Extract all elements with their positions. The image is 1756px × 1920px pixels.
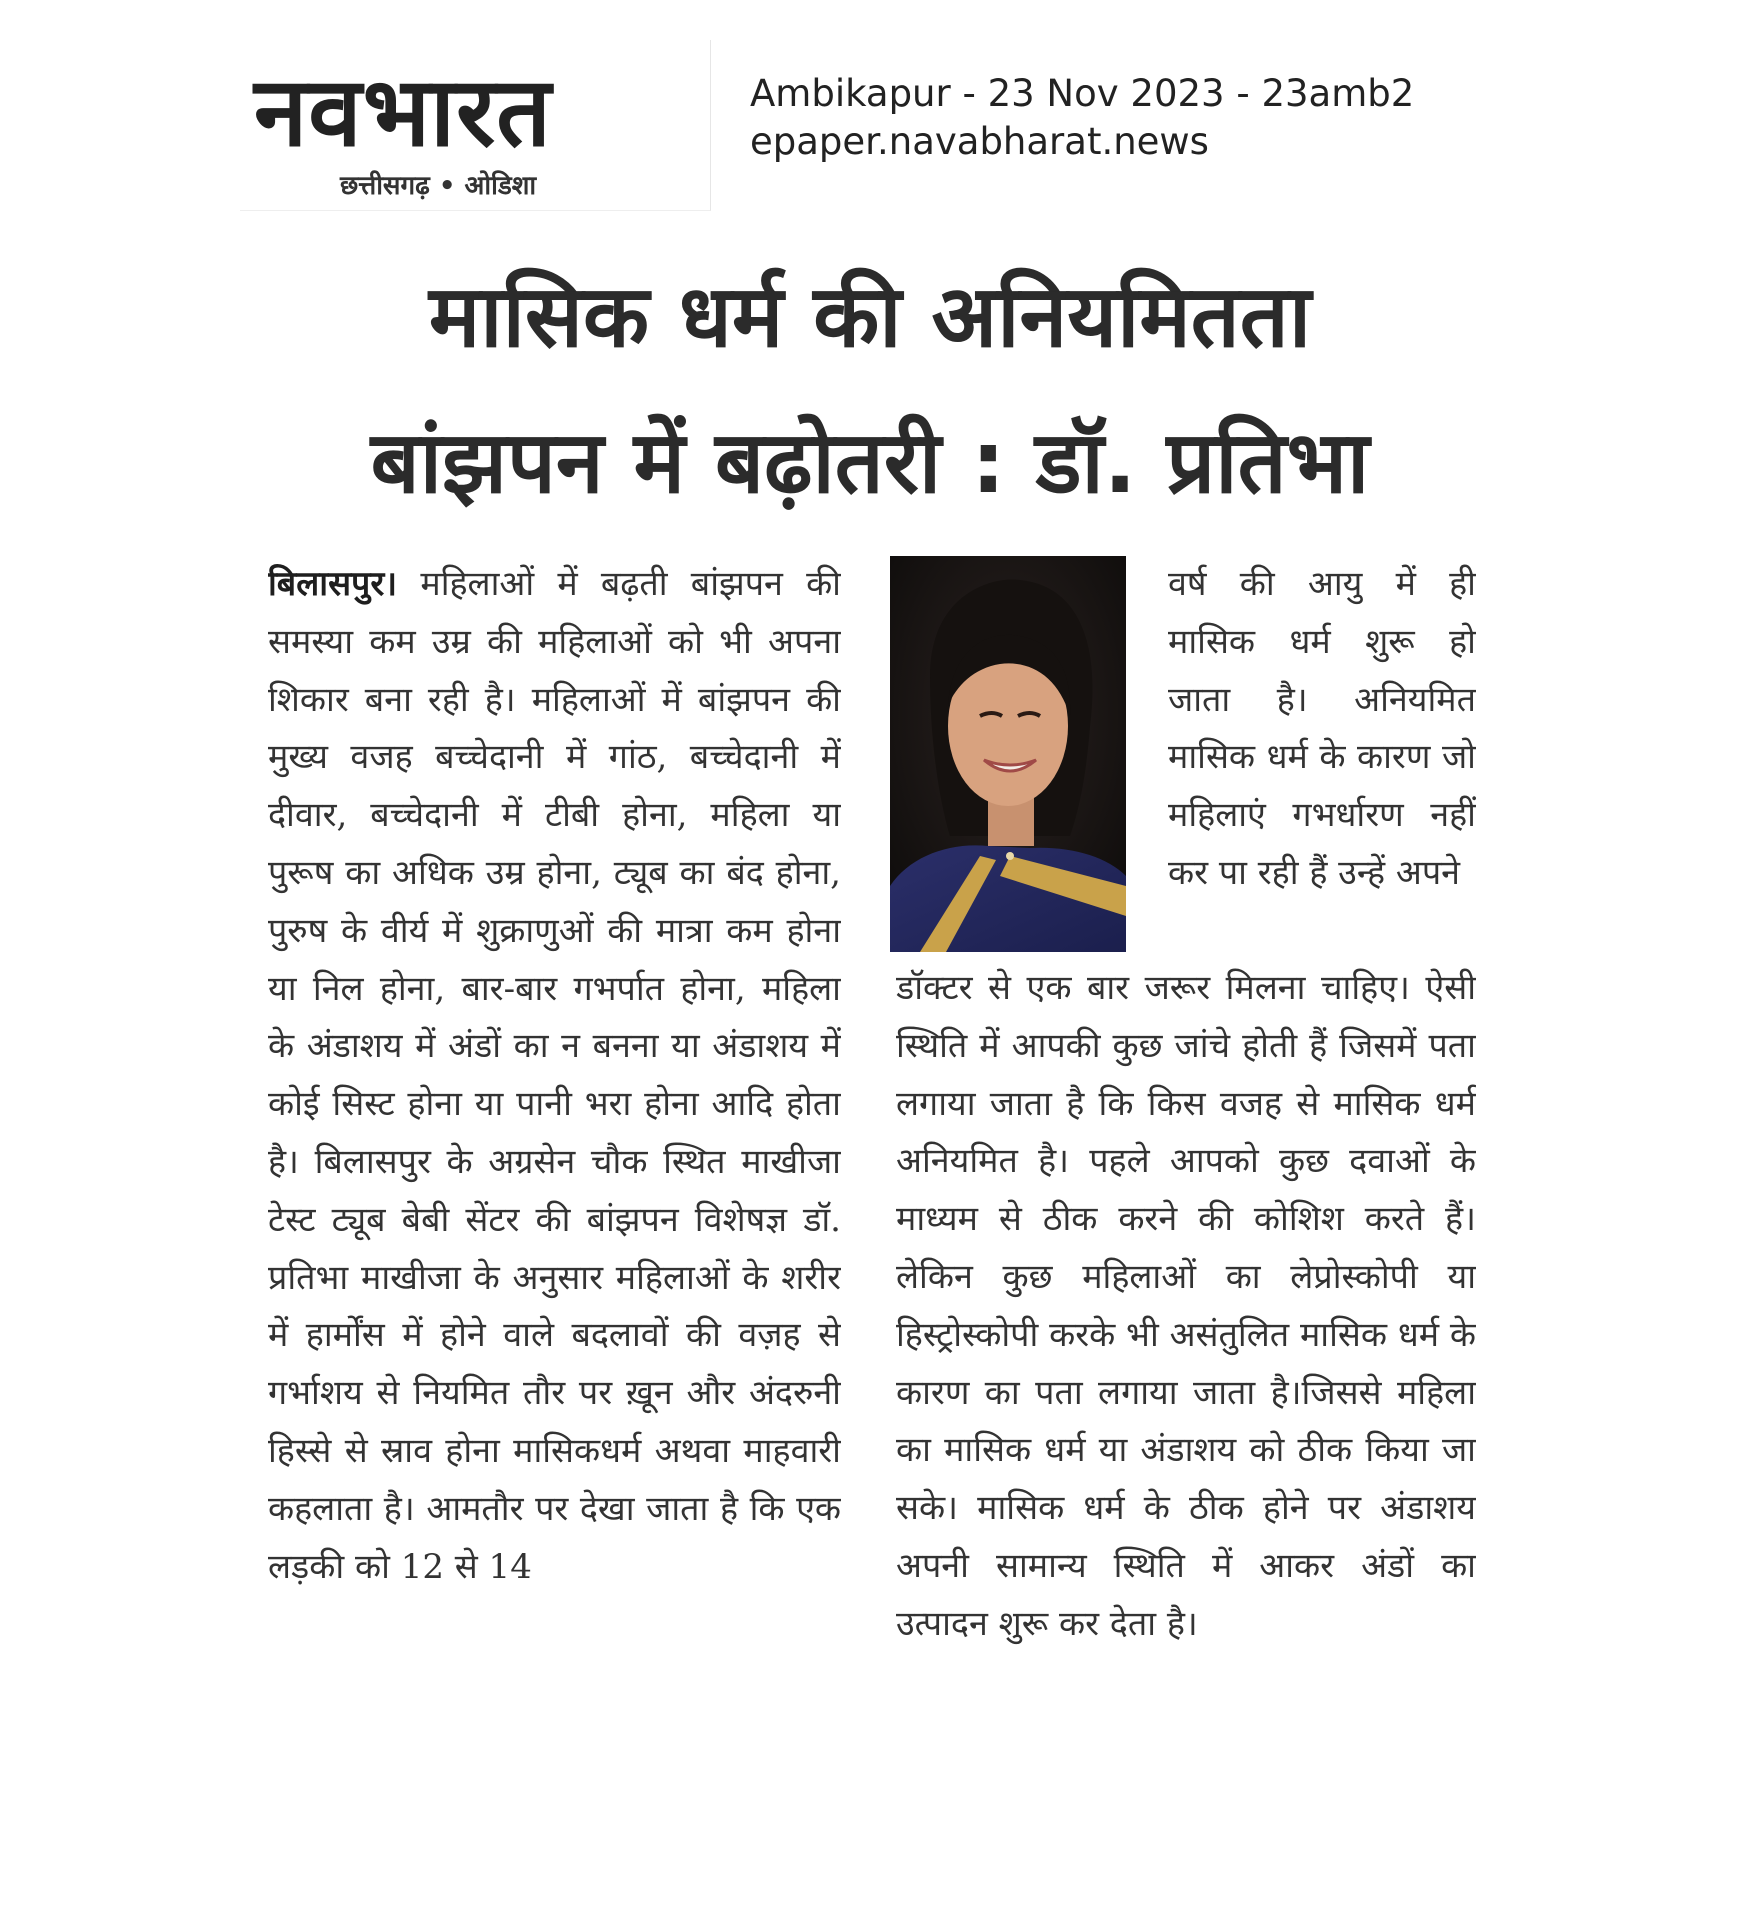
- edition-date-line: Ambikapur - 23 Nov 2023 - 23amb2: [750, 72, 1415, 115]
- article-column-1: [268, 556, 841, 1796]
- page-header: [240, 40, 1510, 210]
- portrait-illustration: [890, 556, 1126, 952]
- edition-website: epaper.navabharat.news: [750, 120, 1209, 163]
- article-column-2-top: वर्ष की आयु में ही मासिक धर्म शुरू हो जाता है। अनियमित मासिक धर्म के कारण जो महिलाएं गभर्धारण नहीं कर पा रही हैं उन्हें अपने: [1168, 564, 1476, 893]
- masthead-subtitle: छत्तीसगढ़ • ओडिशा: [340, 171, 537, 201]
- newspaper-masthead: [240, 40, 711, 211]
- column-1-text: महिलाओं में बढ़ती बांझपन की समस्या कम उम्र की महिलाओं को भी अपना शिकार बना रही है। महिलाओं में बांझपन की मुख्य वजह बच्चेदानी में गांठ, बच्चेदानी में दीवार, बच्चेदानी में टीबी होना, महिला या पुरूष का अधिक उम्र होना, ट्यूब का बंद होना, पुरुष के वीर्य में शुक्राणुओं की मात्रा कम होना या निल होना, बार-बार गभर्पात होना, महिला के अंडाशय में अंडों का न बनना या अंडाशय में कोई सिस्ट होना या पानी भरा होना आदि होता है। बिलासपुर के अग्रसेन चौक स्थित माखीजा टेस्ट ट्यूब बेबी सेंटर की बांझपन विशेषज्ञ डॉ. प्रतिभा माखीजा के अनुसार महिलाओं के शरीर में हार्मोंस में होने वाले बदलावों की वज़ह से गर्भाशय से नियमित तौर पर ख़ून और अंदरुनी हिस्से से स्राव होना मासिकधर्म अथवा माहवारी कहलाता है। आमतौर पर देखा जाता है कि एक लड़की को 12 से 14: [268, 564, 841, 1587]
- headline-line-1: मासिक धर्म की अनियमितता: [428, 267, 1312, 367]
- article-column-2-bottom: डॉक्टर से एक बार जरूर मिलना चाहिए। ऐसी स्थिति में आपकी कुछ जांचे होती हैं जिसमें पता लगाया जाता है कि किस वजह से मासिक धर्म अनियमित है। पहले आपको कुछ दवाओं के माध्यम से ठीक करने की कोशिश करते हैं। लेकिन कुछ महिलाओं का लेप्रोस्कोपी या हिस्ट्रोस्कोपी करके भी असंतुलित मासिक धर्म के कारण का पता लगाया जाता है।जिससे महिला का मासिक धर्म या अंडाशय को ठीक किया जा सके। मासिक धर्म के ठीक होने पर अंडाशय अपनी सामान्य स्थिति में आकर अंडों का उत्पादन शुरू कर देता है।: [896, 968, 1476, 1644]
- edition-info: [750, 70, 1414, 166]
- headline-line-2: बांझपन में बढ़ोतरी : डॉ. प्रतिभा: [370, 413, 1370, 513]
- newspaper-logo: नवभारत: [254, 56, 552, 168]
- dateline: बिलासपुर।: [268, 564, 398, 604]
- doctor-portrait-photo: [890, 556, 1126, 952]
